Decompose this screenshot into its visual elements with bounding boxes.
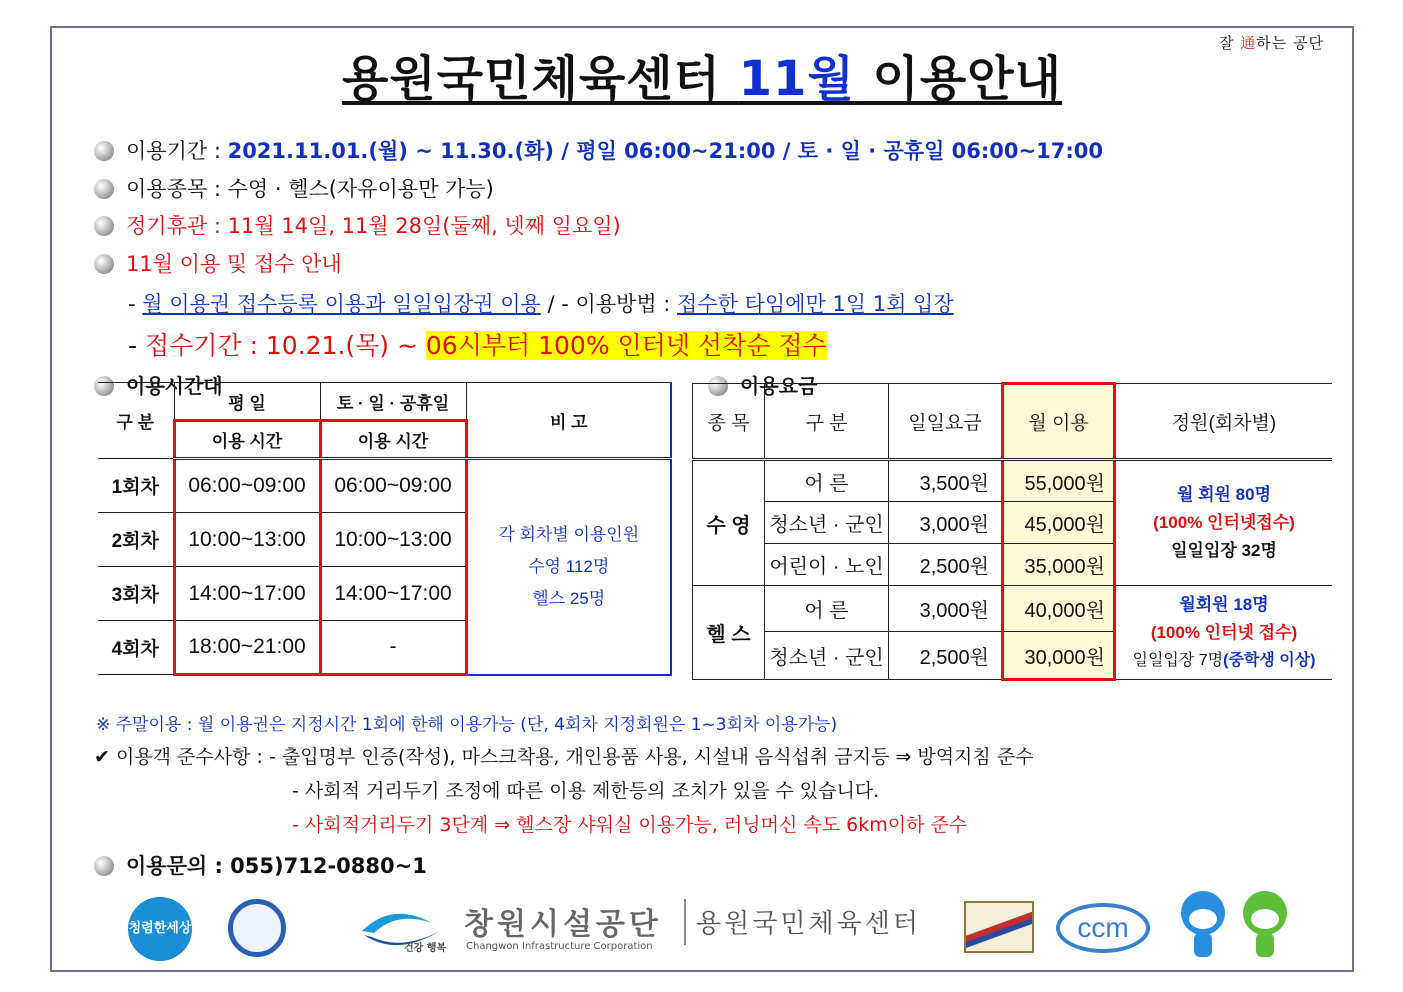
gym-capacity: 월회원 18명 (100% 인터넷 접수) 일일입장 7명(중학생 이상) [1115, 586, 1333, 680]
weekend-time: 14:00~17:00 [320, 567, 466, 621]
col-weekend: 토 · 일 · 공휴일 [320, 383, 466, 421]
fees-table [692, 382, 1332, 681]
col-monthly: 월 이용 [1003, 384, 1115, 460]
capacity-note: 각 회차별 이용인원 수영 112명 헬스 25명 [466, 459, 671, 675]
schedule-table [98, 382, 672, 676]
rules-line1: ✔ 이용객 준수사항 : - 출입명부 인증(작성), 마스크착용, 개인용품 사용, 시설내 음식섭취 금지등 ⇒ 방역지침 준수 [94, 746, 1034, 768]
fee-daily: 3,500원 [889, 460, 1003, 502]
fee-daily: 3,000원 [889, 502, 1003, 544]
mascot-blue-icon [1176, 887, 1230, 963]
page-frame [50, 26, 1354, 972]
bullet-icon [94, 856, 114, 876]
info-period: 이용기간 : 2021.11.01.(월) ~ 11.30.(화) / 평일 06:00~21:00 / 토 · 일 · 공휴일 06:00~17:00 [94, 135, 1103, 165]
mascot-green-icon [1238, 887, 1292, 963]
table-row [693, 460, 1333, 502]
fee-monthly: 55,000원 [1003, 460, 1115, 502]
weekday-time: 18:00~21:00 [174, 621, 320, 675]
col-weekday-usetime: 이용 시간 [174, 421, 320, 459]
table-row [98, 459, 671, 513]
col-daily: 일일요금 [889, 384, 1003, 460]
info-closed: 정기휴관 : 11월 14일, 11월 28일(둘째, 넷째 일요일) [94, 210, 621, 240]
schedule-heading: 이용시간대 [94, 370, 223, 399]
col-note: 비 고 [466, 383, 671, 459]
org-name-en: Changwon Infrastructure Corporation [466, 941, 653, 952]
fee-monthly: 35,000원 [1003, 544, 1115, 586]
bullet-icon [94, 254, 114, 274]
fees-heading: 이용요금 [708, 370, 817, 399]
emblem-logo [228, 899, 286, 957]
usage-link[interactable]: 월 이용권 접수등록 이용과 일일입장권 이용 [142, 292, 541, 316]
fee-daily: 2,500원 [889, 632, 1003, 680]
row-label: 4회차 [98, 621, 174, 675]
weekend-note: ※ 주말이용 : 월 이용권은 지정시간 1회에 한해 이용가능 (단, 4회차 지정회원은 1~3회차 이용가능) [96, 715, 838, 735]
footer-logos [52, 883, 1352, 973]
info-sub2: - 접수기간 : 10.21.(목) ~ 06시부터 100% 인터넷 선착순 접수 [128, 331, 827, 360]
weekend-time: 06:00~09:00 [320, 459, 466, 513]
integrity-logo: 청렴한세상 [128, 897, 192, 961]
rules-line3: - 사회적거리두기 3단계 ⇒ 헬스장 샤워실 이용가능, 러닝머신 속도 6km이하 준수 [292, 814, 968, 836]
org-name: 창원시설공단 [464, 907, 662, 942]
fee-division: 어 른 [765, 586, 889, 632]
info-reception-title: 11월 이용 및 접수 안내 [94, 248, 342, 278]
fee-monthly: 40,000원 [1003, 586, 1115, 632]
col-item: 종 목 [693, 384, 765, 460]
page-title: 용원국민체육센터 11월 이용안내 [341, 51, 1062, 107]
bullet-icon [94, 216, 114, 236]
fee-division: 청소년 · 군인 [765, 632, 889, 680]
fee-division: 어린이 · 노인 [765, 544, 889, 586]
certificate-logo [964, 901, 1034, 953]
col-division: 구 분 [765, 384, 889, 460]
col-capacity: 정원(회차별) [1115, 384, 1333, 460]
fee-monthly: 30,000원 [1003, 632, 1115, 680]
weekday-time: 14:00~17:00 [174, 567, 320, 621]
info-items: 이용종목 : 수영 · 헬스(자유이용만 가능) [94, 173, 494, 203]
col-division: 구 분 [98, 383, 174, 459]
fee-monthly: 45,000원 [1003, 502, 1115, 544]
weekend-time: - [320, 621, 466, 675]
bullet-icon [94, 141, 114, 161]
swim-capacity: 월 회원 80명 (100% 인터넷접수) 일일입장 32명 [1115, 460, 1333, 586]
health-logo: 건강 행복 [352, 901, 452, 959]
row-label: 1회차 [98, 459, 174, 513]
rules-line2: - 사회적 거리두기 조정에 따른 이용 제한등의 조치가 있을 수 있습니다. [292, 780, 880, 802]
weekend-time: 10:00~13:00 [320, 513, 466, 567]
fee-division: 어 른 [765, 460, 889, 502]
col-weekday: 평 일 [174, 383, 320, 421]
row-label: 3회차 [98, 567, 174, 621]
fee-division: 청소년 · 군인 [765, 502, 889, 544]
divider [684, 899, 686, 945]
fee-daily: 3,000원 [889, 586, 1003, 632]
row-label: 2회차 [98, 513, 174, 567]
item-gym: 헬 스 [693, 586, 765, 680]
weekday-time: 10:00~13:00 [174, 513, 320, 567]
table-row [693, 586, 1333, 632]
fee-daily: 2,500원 [889, 544, 1003, 586]
bullet-icon [94, 179, 114, 199]
ccm-logo: ccm [1056, 903, 1150, 953]
info-sub1: - 월 이용권 접수등록 이용과 일일입장권 이용 / - 이용방법 : 접수한 타임에만 1일 1회 입장 [128, 292, 954, 316]
motto: 잘 通하는 공단 [1218, 34, 1324, 52]
weekday-time: 06:00~09:00 [174, 459, 320, 513]
col-weekend-usetime: 이용 시간 [320, 421, 466, 459]
contact: 이용문의 : 055)712-0880~1 [94, 850, 427, 880]
item-swim: 수 영 [693, 460, 765, 586]
facility-name: 용원국민체육센터 [696, 909, 921, 939]
method-link[interactable]: 접수한 타임에만 1일 1회 입장 [677, 292, 954, 316]
